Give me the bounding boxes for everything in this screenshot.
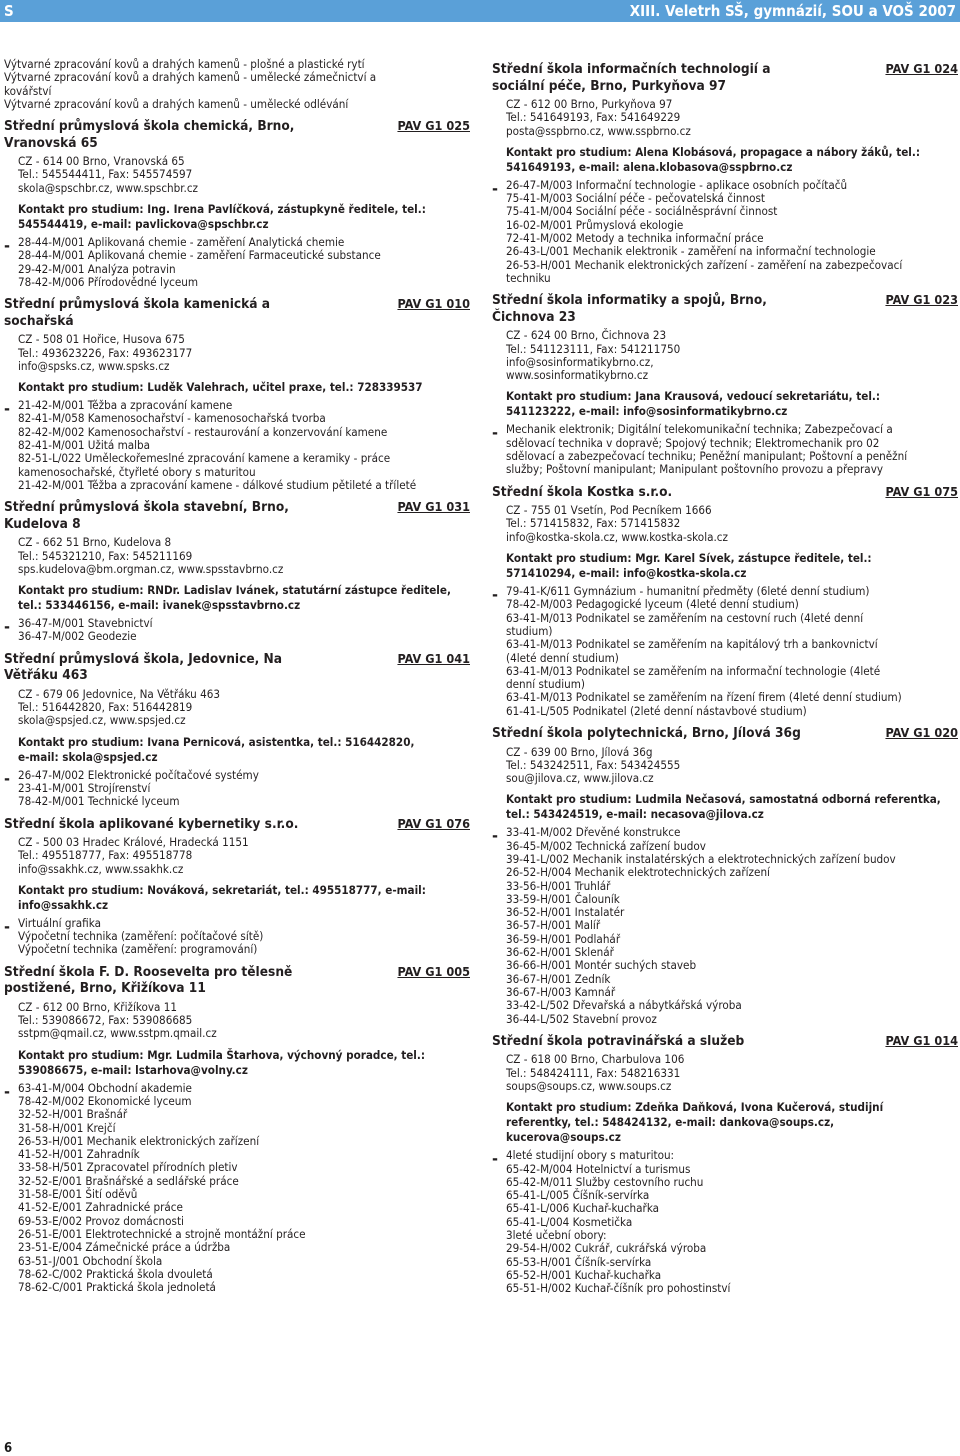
program-item: 72-41-M/002 Metody a technika informační práce [506, 231, 764, 246]
program-item: služby; Poštovní manipulant; Manipulant poštovního provozu a přepravy [506, 462, 884, 477]
program-item: 28-44-M/001 Aplikovaná chemie - zaměření Farmaceutické substance [18, 248, 381, 263]
program-item: 65-41-L/006 Kuchař-kuchařka [506, 1201, 660, 1216]
school-address [492, 329, 960, 382]
school-entry [4, 816, 472, 957]
contact-line: 545544419, e-mail: pavlickova@spschbr.cz [18, 217, 269, 232]
school-entry [4, 964, 472, 1295]
address-line: www.sosinformatikybrno.cz [506, 368, 649, 383]
program-item: 39-41-L/002 Mechanik instalatérských a elektrotechnických zařízení budov [506, 851, 896, 866]
bullet-dash-icon: - [4, 399, 10, 419]
pavilion-code: PAV G1 010 [397, 296, 470, 312]
pavilion-code: PAV G1 014 [885, 1032, 958, 1048]
contact-line: 541123222, e-mail: info@sosinformatikybrno.cz [506, 404, 788, 419]
program-item: 26-53-H/001 Mechanik elektronických zařízení [18, 1133, 260, 1148]
program-item: 26-47-M/003 Informační technologie - aplikace osobních počítačů [506, 177, 848, 192]
bullet-dash-icon: - [492, 423, 498, 443]
study-contact [4, 735, 472, 765]
school-address [4, 836, 472, 876]
school-entry [4, 296, 472, 492]
address-line: CZ - 614 00 Brno, Vranovská 65 [18, 154, 185, 169]
school-name: Střední škola informatiky a spojů, Brno, [492, 292, 767, 309]
study-contact [4, 583, 472, 613]
program-item: 65-42-M/004 Hotelnictví a turismus [506, 1161, 691, 1176]
school-name: Střední průmyslová škola stavební, Brno, [4, 499, 289, 516]
intro-programs [4, 58, 472, 111]
program-item: 36-62-H/001 Sklenář [506, 945, 614, 960]
school-address [492, 746, 960, 786]
address-line: CZ - 500 03 Hradec Králové, Hradecká 1151 [18, 835, 249, 849]
program-item: 65-42-M/011 Služby cestovního ruchu [506, 1174, 704, 1189]
contact-line: Kontakt pro studium: Jana Krausová, vedoucí sekretariátu, tel.: [506, 389, 881, 404]
school-address [4, 333, 472, 373]
school-header [4, 499, 472, 532]
school-name: Střední škola informačních technologií a [492, 61, 771, 77]
program-item: 63-41-M/013 Podnikatel se zaměřením na cestovní ruch (4leté denní [506, 610, 864, 625]
program-item: 79-41-K/611 Gymnázium - humanitní předměty (6leté denní studium) [506, 584, 870, 599]
school-name: Střední škola aplikované kybernetiky s.r.o. [4, 815, 299, 832]
bullet-dash-icon: - [4, 1081, 10, 1101]
school-name: postižené, Brno, Křižíkova 11 [4, 980, 206, 997]
school-name: sochařská [4, 312, 74, 329]
intro-line: kovářství [4, 83, 52, 98]
contact-line: Kontakt pro studium: Ing. Irena Pavlíčková, zástupkyně ředitele, tel.: [18, 202, 426, 217]
program-item: studium) [506, 623, 553, 638]
school-name: Střední průmyslová škola chemická, Brno, [4, 118, 295, 135]
left-school-list [4, 118, 472, 1294]
study-contact [492, 551, 960, 581]
school-entry [4, 651, 472, 809]
address-line: CZ - 639 00 Brno, Jílová 36g [506, 744, 653, 759]
program-item: 21-42-M/001 Těžba a zpracování kamene - dálkové studium pětileté a tříleté [18, 477, 417, 492]
program-item: 33-59-H/001 Čalouník [506, 891, 620, 906]
program-item: 82-41-M/001 Užitá malba [18, 438, 151, 453]
school-entry [4, 499, 472, 643]
program-list [492, 423, 960, 476]
page-number: 6 [4, 1441, 13, 1456]
address-line: CZ - 679 06 Jedovnice, Na Větřáku 463 [18, 686, 221, 701]
program-item: 82-51-L/022 Uměleckořemeslné zpracování kamene a keramiky - práce [18, 451, 391, 466]
school-address [4, 688, 472, 728]
study-contact [492, 389, 960, 419]
address-line: CZ - 508 01 Hořice, Husova 675 [18, 332, 185, 347]
program-item: 78-42-M/002 Ekonomické lyceum [18, 1093, 192, 1108]
address-line: CZ - 755 01 Vsetín, Pod Pecníkem 1666 [506, 503, 712, 518]
address-line: soups@soups.cz, www.soups.cz [506, 1078, 672, 1093]
address-line: skola@spsjed.cz, www.spsjed.cz [18, 713, 186, 728]
address-line: Tel.: 545321210, Fax: 545211169 [18, 548, 193, 563]
program-item: 16-02-M/001 Průmyslová ekologie [506, 217, 684, 232]
contact-line: info@ssakhk.cz [18, 897, 109, 912]
program-item: 69-53-E/002 Provoz domácnosti [18, 1213, 184, 1228]
contact-line: 571410294, e-mail: info@kostka-skola.cz [506, 566, 747, 581]
program-item: 26-52-H/004 Mechanik elektrotechnických zařízení [506, 865, 770, 880]
pavilion-code: PAV G1 041 [397, 650, 470, 666]
school-entry [492, 484, 960, 718]
program-item: 31-58-H/001 Krejčí [18, 1120, 116, 1135]
program-item: 36-52-H/001 Instalatér [506, 905, 625, 920]
pavilion-code: PAV G1 025 [397, 118, 470, 134]
program-item: 33-42-L/502 Dřevařská a nábytkářská výroba [506, 998, 742, 1013]
pavilion-code: PAV G1 023 [885, 292, 958, 308]
study-contact [492, 1100, 960, 1145]
program-item: 26-51-E/001 Elektrotechnické a strojně montážní práce [18, 1226, 306, 1241]
pavilion-code: PAV G1 024 [885, 61, 958, 76]
program-item: sdělovací technika v dopravě; Spojový technik; Elektromechanik pro 02 [506, 435, 880, 450]
intro-line: Výtvarné zpracování kovů a drahých kamenů - plošné a plastické rytí [4, 57, 365, 71]
program-item: 36-66-H/001 Montér suchých staveb [506, 958, 697, 973]
program-item: Virtuální grafika [18, 915, 101, 930]
school-entry [492, 61, 960, 285]
program-item: 36-44-L/502 Stavební provoz [506, 1011, 657, 1026]
program-item: 36-67-H/003 Kamnář [506, 984, 616, 999]
program-list [492, 1149, 960, 1295]
program-item: 32-52-E/001 Brašnářské a sedlářské práce [18, 1173, 239, 1188]
bullet-dash-icon: - [492, 1149, 498, 1169]
address-line: Tel.: 543242511, Fax: 543424555 [506, 757, 681, 772]
program-item: 78-42-M/001 Technické lyceum [18, 794, 180, 809]
study-contact [492, 792, 960, 822]
school-address [492, 504, 960, 544]
school-address [4, 155, 472, 195]
school-name: Střední škola Kostka s.r.o. [492, 483, 673, 500]
program-item: 61-41-L/505 Podnikatel (2leté denní nástavbové studium) [506, 703, 807, 718]
program-item: 36-47-M/001 Stavebnictví [18, 616, 153, 631]
program-item: 78-42-M/003 Pedagogické lyceum (4leté denní studium) [506, 597, 799, 612]
study-contact [4, 883, 472, 913]
school-name: Čichnova 23 [492, 308, 576, 325]
program-list [4, 617, 472, 644]
school-name: Větřáku 463 [4, 667, 88, 684]
program-item: 65-52-H/001 Kuchař-kuchařka [506, 1267, 662, 1282]
contact-line: Kontakt pro studium: Luděk Valehrach, učitel praxe, tel.: 728339537 [18, 380, 423, 395]
school-header [4, 296, 472, 329]
school-address [4, 1001, 472, 1041]
address-line: CZ - 624 00 Brno, Čichnova 23 [506, 328, 667, 343]
program-item: 32-52-H/001 Brašnář [18, 1107, 128, 1122]
bullet-dash-icon: - [4, 916, 10, 936]
bullet-dash-icon: - [492, 178, 498, 198]
program-item: Výpočetní technika (zaměření: počítačové sítě) [18, 929, 264, 944]
school-header [492, 1033, 960, 1050]
intro-line: Výtvarné zpracování kovů a drahých kamenů - umělecké odlévání [4, 96, 349, 111]
contact-line: Kontakt pro studium: Mgr. Karel Sívek, zástupce ředitele, tel.: [506, 551, 872, 566]
contact-line: kucerova@soups.cz [506, 1130, 621, 1145]
school-header [4, 118, 472, 151]
school-name: Střední škola F. D. Roosevelta pro tělesně [4, 963, 293, 980]
address-line: CZ - 612 00 Brno, Křižíkova 11 [18, 999, 178, 1014]
school-entry [492, 292, 960, 476]
program-item: 65-41-L/005 Číšník-servírka [506, 1188, 650, 1203]
address-line: info@spsks.cz, www.spsks.cz [18, 358, 170, 373]
bullet-dash-icon: - [4, 236, 10, 256]
school-entry [492, 1033, 960, 1296]
address-line: CZ - 612 00 Brno, Purkyňova 97 [506, 97, 673, 111]
program-list [4, 1082, 472, 1295]
address-line: Tel.: 545544411, Fax: 545574597 [18, 167, 193, 182]
program-item: 65-41-L/004 Kosmetička [506, 1214, 633, 1229]
page-header-bar [0, 0, 960, 22]
program-item: 36-47-M/002 Geodezie [18, 629, 137, 644]
address-line: skola@spschbr.cz, www.spschbr.cz [18, 180, 199, 195]
study-contact [4, 380, 472, 395]
program-item: 82-42-M/002 Kamenosochařství - restaurování a konzervování kamene [18, 424, 388, 439]
contact-line: Kontakt pro studium: Ivana Pernicová, asistentka, tel.: 516442820, [18, 734, 415, 749]
bullet-dash-icon: - [492, 826, 498, 846]
contact-line: Kontakt pro studium: Ludmila Nečasová, samostatná odborná referentka, [506, 792, 941, 807]
program-item: 41-52-E/001 Zahradnické práce [18, 1200, 183, 1215]
address-line: info@sosinformatikybrno.cz, [506, 354, 654, 369]
school-header [492, 484, 960, 501]
right-column [492, 54, 960, 1296]
program-item: 28-44-M/001 Aplikovaná chemie - zaměření Analytická chemie [18, 235, 345, 250]
program-item: 36-67-H/001 Zedník [506, 971, 611, 986]
program-list [492, 585, 960, 718]
contact-line: Kontakt pro studium: RNDr. Ladislav Ivánek, statutární zástupce ředitele, [18, 583, 451, 598]
pavilion-code: PAV G1 005 [397, 963, 470, 979]
address-line: sps.kudelova@bm.orgman.cz, www.spsstavbrno.cz [18, 561, 284, 576]
program-item: 78-62-C/001 Praktická škola jednoletá [18, 1280, 216, 1295]
school-name: Střední průmyslová škola, Jedovnice, Na [4, 650, 283, 667]
program-item: 41-52-H/001 Zahradník [18, 1147, 140, 1162]
address-line: sstpm@qmail.cz, www.sstpm.qmail.cz [18, 1026, 217, 1041]
program-item: Výpočetní technika (zaměření: programování) [18, 942, 258, 957]
address-line: sou@jilova.cz, www.jilova.cz [506, 771, 654, 786]
contact-line: referentky, tel.: 548424132, e-mail: dankova@soups.cz, [506, 1115, 835, 1130]
program-item: 4leté studijní obory s maturitou: [506, 1148, 675, 1163]
header-title: XIII. Veletrh SŠ, gymnázií, SOU a VOŠ 2007 [629, 2, 956, 20]
program-list [4, 399, 472, 492]
pavilion-code: PAV G1 076 [397, 815, 470, 831]
contact-line: Kontakt pro studium: Alena Klobásová, propagace a nábory žáků, tel.: [506, 144, 921, 159]
address-line: CZ - 662 51 Brno, Kudelova 8 [18, 535, 172, 550]
bullet-dash-icon: - [4, 768, 10, 788]
address-line: Tel.: 541123111, Fax: 541211750 [506, 341, 681, 356]
program-item: 23-41-M/001 Strojírenství [18, 780, 151, 795]
school-header [492, 725, 960, 742]
program-item: 23-51-E/004 Zámečnické práce a údržba [18, 1240, 231, 1255]
program-list [4, 236, 472, 289]
address-line: Tel.: 571415832, Fax: 571415832 [506, 516, 681, 531]
contact-line: Kontakt pro studium: Zdeňka Daňková, Ivona Kučerová, studijní [506, 1100, 884, 1115]
program-item: sdělovací a zabezpečovací techniku; Peněžní manipulant; Poštovní a peněžní [506, 449, 908, 464]
school-name: Střední škola polytechnická, Brno, Jílová 36g [492, 725, 801, 741]
address-line: Tel.: 516442820, Fax: 516442819 [18, 700, 193, 715]
program-item: 26-43-L/001 Mechanik elektronik - zaměření na informační technologie [506, 244, 876, 259]
address-line: Tel.: 493623226, Fax: 493623177 [18, 345, 193, 360]
program-item: 29-54-H/002 Cukrář, cukrářská výroba [506, 1241, 707, 1256]
address-line: info@ssakhk.cz, www.ssakhk.cz [18, 861, 184, 876]
school-address [4, 536, 472, 576]
school-header [492, 292, 960, 325]
bullet-dash-icon: - [4, 617, 10, 637]
program-item: 33-56-H/001 Truhlář [506, 878, 611, 893]
right-school-list [492, 61, 960, 1296]
address-line: Tel.: 539086672, Fax: 539086685 [18, 1013, 193, 1028]
program-item: 65-53-H/001 Číšník-servírka [506, 1254, 652, 1269]
program-item: 33-58-H/501 Zpracovatel přírodních pletiv [18, 1160, 238, 1175]
program-item: (4leté denní studium) [506, 650, 619, 665]
program-item: 36-59-H/001 Podlahář [506, 931, 621, 946]
left-column [4, 58, 472, 1294]
program-item: 33-41-M/002 Dřevěné konstrukce [506, 825, 681, 840]
program-item: 65-51-H/002 Kuchař-číšník pro pohostinství [506, 1281, 731, 1296]
pavilion-code: PAV G1 020 [885, 725, 958, 740]
program-list [4, 917, 472, 957]
program-list [492, 826, 960, 1025]
pavilion-code: PAV G1 031 [397, 499, 470, 515]
contact-line: tel.: 543424519, e-mail: necasova@jilova.cz [506, 807, 764, 822]
program-item: 3leté učební obory: [506, 1228, 607, 1243]
program-item: 63-41-M/013 Podnikatel se zaměřením na informační technologie (4leté [506, 663, 881, 678]
program-item: 36-45-M/002 Technická zařízení budov [506, 838, 706, 853]
school-name: Vranovská 65 [4, 134, 98, 151]
study-contact [4, 1048, 472, 1078]
program-item: 63-41-M/013 Podnikatel se zaměřením na kapitálový trh a bankovnictví [506, 637, 878, 652]
school-header [4, 964, 472, 997]
address-line: Tel.: 495518777, Fax: 495518778 [18, 848, 193, 863]
pavilion-code: PAV G1 075 [885, 483, 958, 499]
contact-line: 541649193, e-mail: alena.klobasova@sspbrno.cz [506, 159, 793, 174]
school-name: Kudelova 8 [4, 515, 81, 532]
contact-line: Kontakt pro studium: Nováková, sekretariát, tel.: 495518777, e-mail: [18, 882, 426, 897]
school-header [492, 61, 960, 94]
address-line: info@kostka-skola.cz, www.kostka-skola.cz [506, 529, 729, 544]
contact-line: tel.: 533446156, e-mail: ivanek@spsstavbrno.cz [18, 598, 301, 613]
program-item: 75-41-M/003 Sociální péče - pečovatelská činnost [506, 191, 765, 206]
school-name: Střední škola potravinářská a služeb [492, 1032, 745, 1049]
school-entry [492, 725, 960, 1026]
section-letter: S [4, 2, 14, 20]
bullet-dash-icon: - [492, 585, 498, 605]
school-entry [4, 118, 472, 289]
program-item: 78-42-M/006 Přírodovědné lyceum [18, 274, 199, 289]
program-item: 31-58-E/001 Šití oděvů [18, 1187, 138, 1202]
contact-line: Kontakt pro studium: Mgr. Ludmila Štarhova, výchovný poradce, tel.: [18, 1047, 426, 1062]
address-line: posta@sspbrno.cz, www.sspbrno.cz [506, 123, 691, 138]
program-item: 75-41-M/004 Sociální péče - sociálněsprávní činnost [506, 204, 778, 219]
contact-line: 539086675, e-mail: lstarhova@volny.cz [18, 1062, 248, 1077]
program-item: 36-57-H/001 Malíř [506, 918, 601, 933]
contact-line: e-mail: skola@spsjed.cz [18, 749, 158, 764]
address-line: CZ - 618 00 Brno, Charbulova 106 [506, 1052, 685, 1067]
program-item: 63-41-M/004 Obchodní akademie [18, 1080, 192, 1095]
school-address [492, 98, 960, 138]
program-item: Mechanik elektronik; Digitální telekomunikační technika; Zabezpečovací a [506, 422, 893, 437]
program-item: 21-42-M/001 Těžba a zpracování kamene [18, 398, 233, 413]
study-contact [4, 202, 472, 232]
address-line: Tel.: 541649193, Fax: 541649229 [506, 110, 681, 125]
school-address [492, 1053, 960, 1093]
school-header [4, 651, 472, 684]
study-contact [492, 145, 960, 175]
school-name: Střední průmyslová škola kamenická a [4, 296, 271, 313]
program-item: 63-51-J/001 Obchodní škola [18, 1253, 163, 1268]
intro-line: Výtvarné zpracování kovů a drahých kamenů - umělecké zámečnictví a [4, 70, 377, 85]
program-item: 26-53-H/001 Mechanik elektronických zařízení - zaměření na zabezpečovací [506, 257, 903, 272]
school-name: sociální péče, Brno, Purkyňova 97 [492, 77, 726, 94]
address-line: Tel.: 548424111, Fax: 548216331 [506, 1065, 681, 1080]
program-item: 29-42-M/001 Analýza potravin [18, 261, 176, 276]
program-item: 63-41-M/013 Podnikatel se zaměřením na řízení firem (4leté denní studium) [506, 690, 902, 705]
program-item: denní studium) [506, 677, 585, 692]
program-list [4, 769, 472, 809]
program-item: 82-41-M/058 Kamenosochařství - kamenosochařská tvorba [18, 411, 326, 426]
program-list [492, 179, 960, 285]
program-item: techniku [506, 270, 551, 285]
school-header [4, 816, 472, 833]
program-item: kamenosochařské, čtyřleté obory s maturitou [18, 464, 256, 479]
program-item: 26-47-M/002 Elektronické počítačové systémy [18, 767, 259, 782]
program-item: 78-62-C/002 Praktická škola dvouletá [18, 1266, 213, 1281]
